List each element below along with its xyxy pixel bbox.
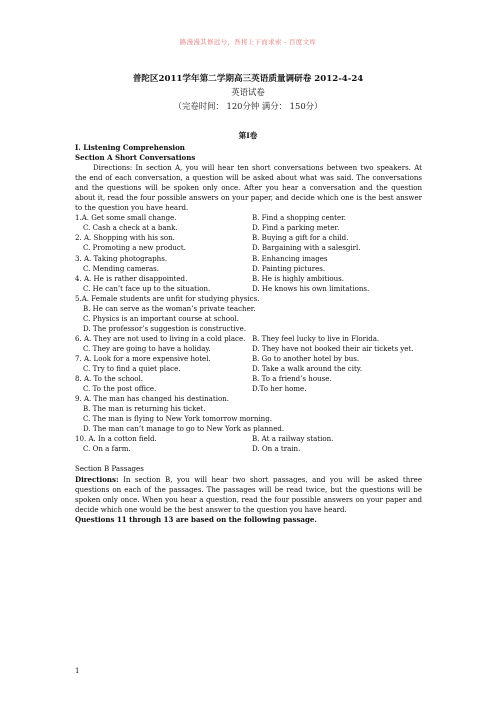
q4-option-d: D. He knows his own limitations. <box>252 283 370 293</box>
question-1-row-1 <box>75 213 422 223</box>
question-7-row-1 <box>75 354 422 364</box>
section-b-directions-text: In section B, you will hear two short passages, and you will be asked three questions on each of the passages. The passages will be read twice, but the questions will be spoken only once. When you hear a question, read the four possible answers on your paper and decide which one would be the best answer to the question you have heard. <box>75 474 422 514</box>
question-8-row-1 <box>75 374 422 384</box>
q2-option-a: 2. A. Shopping with his son. <box>75 233 175 243</box>
q6-option-b: B. They feel lucky to live in Florida. <box>252 333 380 343</box>
part-title: I. Listening Comprehension <box>75 143 185 152</box>
q4-option-a: 4. A. He is rather disappointed. <box>75 273 188 283</box>
exam-title: 普陀区2011学年第二学期高三英语质量调研卷 2012-4-24 <box>132 74 364 84</box>
question-3-row-2 <box>75 264 422 274</box>
exam-timing: （完卷时间： 120分钟 满分： 150分） <box>173 101 323 111</box>
exam-subtitle: 英语试卷 <box>231 87 265 97</box>
q8-option-a: 8. A. To the school. <box>75 374 144 384</box>
q6-option-c: C. They are going to have a holiday. <box>83 343 211 353</box>
q1-option-c: C. Cash a check at a bank. <box>83 223 178 233</box>
q10-option-d: D. On a train. <box>252 444 301 454</box>
exam-body <box>75 143 422 525</box>
section-b-directions-label: Directions: <box>75 474 119 484</box>
q2-option-d: D. Bargaining with a salesgirl. <box>252 243 361 253</box>
passage-intro: Questions 11 through 13 are based on the following passage. <box>75 514 317 524</box>
question-2-row-1 <box>75 233 422 243</box>
q4-option-c: C. He can’t face up to the situation. <box>83 283 211 293</box>
question-3-row-1 <box>75 254 422 264</box>
section-b-directions <box>75 475 422 515</box>
volume-title: 第I卷 <box>238 131 258 140</box>
question-4-row-2 <box>75 284 422 294</box>
question-4-row-1 <box>75 274 422 284</box>
q7-option-a: 7. A. Look for a more expensive hotel. <box>75 353 211 363</box>
q6-option-d: D. They have not booked their air tickets yet. <box>252 343 414 353</box>
q1-option-d: D. Find a parking meter. <box>252 223 340 233</box>
q7-option-c: C. Try to find a quiet place. <box>83 364 181 374</box>
q5-option-c: C. Physics is an important course at school. <box>83 313 239 323</box>
question-6-row-1 <box>75 334 422 344</box>
q3-option-d: D. Painting pictures. <box>252 263 326 273</box>
q10-option-a: 10. A. In a cotton field. <box>75 434 157 444</box>
q1-option-a: 1.A. Get some small change. <box>75 213 177 223</box>
question-10-row-1 <box>75 434 422 444</box>
q8-option-b: B. To a friend’s house. <box>252 374 332 384</box>
question-10-row-2 <box>75 444 422 454</box>
q5-option-b: B. He can serve as the woman’s private teacher. <box>83 303 256 313</box>
q4-option-b: B. He is highly ambitious. <box>252 273 345 283</box>
q5-option-d: D. The professor’s suggestion is constructive. <box>83 323 247 333</box>
q2-option-b: B. Buying a gift for a child. <box>252 233 349 243</box>
q3-option-b: B. Enhancing images <box>252 253 328 263</box>
q2-option-c: C. Promoting a new product. <box>83 243 186 253</box>
section-a-heading: Section A Short Conversations <box>75 153 196 163</box>
q9-option-d: D. The man can’t manage to go to New York as planned. <box>83 424 285 434</box>
q9-option-b: B. The man is returning his ticket. <box>83 404 206 414</box>
q1-option-b: B. Find a shopping center. <box>252 213 346 223</box>
q3-option-c: C. Mending cameras. <box>83 263 160 273</box>
question-8-row-2 <box>75 384 422 394</box>
q9-option-a: 9. A. The man has changed his destination. <box>75 394 229 404</box>
q9-option-c: C. The man is flying to New York tomorrow morning. <box>83 414 272 424</box>
section-a-directions: Directions: In section A, you will hear ten short conversations between two speakers. At the end of each conversation, a question will be asked about what was said. The conversations and the questions will be spoken only once. After you hear a conversation and the question about it, read the four possible answers on your paper, and decide which one is the best answer to the question you have heard. <box>75 163 422 213</box>
question-1-row-2 <box>75 223 422 233</box>
q7-option-b: B. Go to another hotel by bus. <box>252 353 360 363</box>
q7-option-d: D. Take a walk around the city. <box>252 364 363 374</box>
q8-option-c: C. To the post office. <box>83 384 157 394</box>
section-b-heading: Section B Passages <box>75 464 144 474</box>
question-7-row-2 <box>75 364 422 374</box>
q5-option-a: 5.A. Female students are unfit for studying physics. <box>75 293 260 303</box>
watermark-text: 路漫漫其修远兮，吾将上下而求索 - 百度文库 <box>179 38 317 46</box>
q10-option-c: C. On a farm. <box>83 444 131 454</box>
q3-option-a: 3. A. Taking photographs. <box>75 253 168 263</box>
question-2-row-2 <box>75 243 422 253</box>
q10-option-b: B. At a railway station. <box>252 434 334 444</box>
question-6-row-2 <box>75 344 422 354</box>
q8-option-d: D.To her home. <box>252 384 307 394</box>
page-number: 1 <box>75 667 80 675</box>
q6-option-a: 6. A. They are not used to living in a cold place. <box>75 333 246 343</box>
